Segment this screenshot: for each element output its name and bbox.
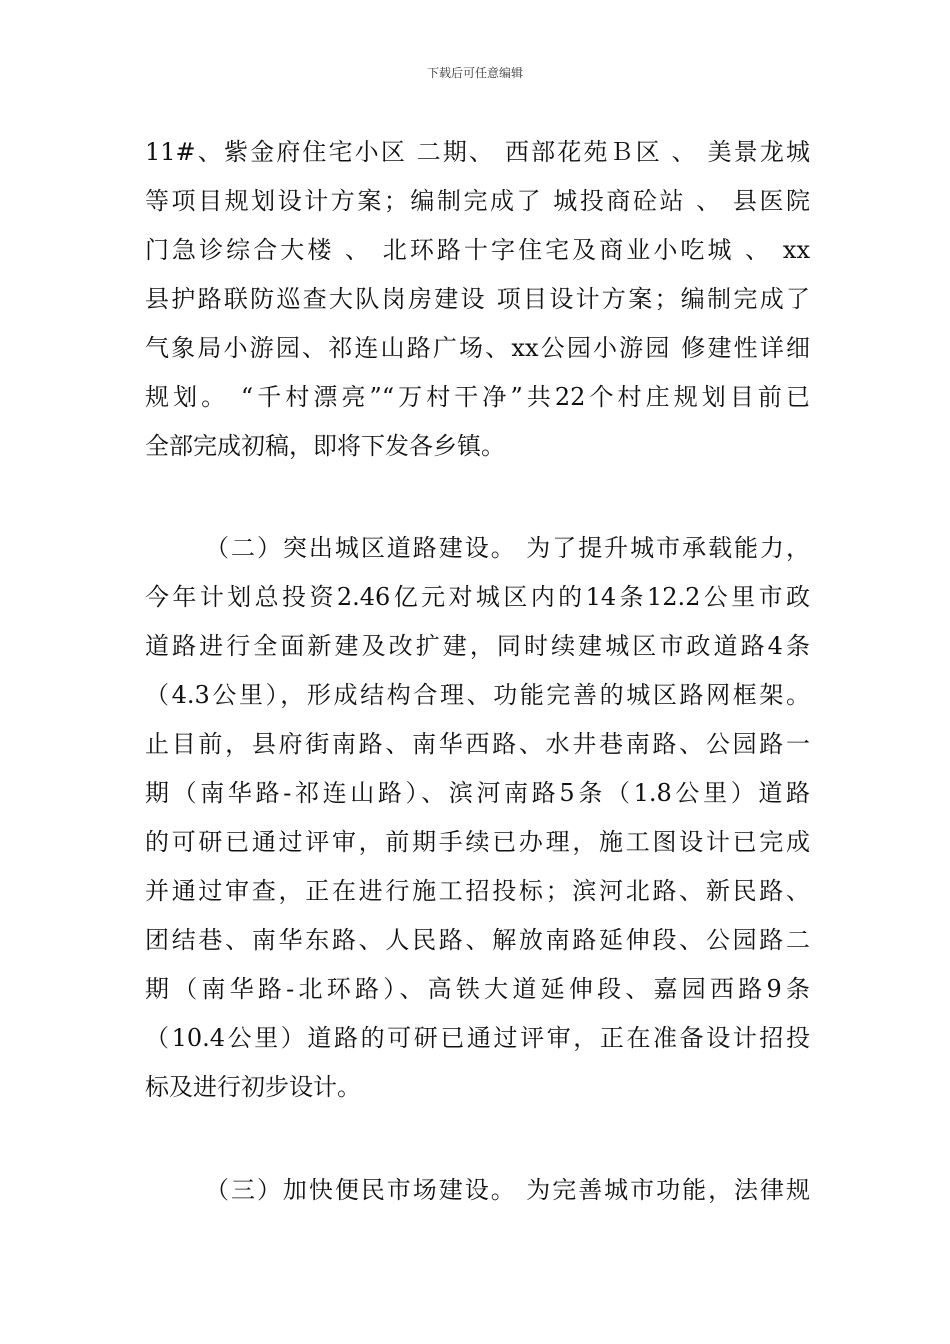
text-line: 门急诊综合大楼 、 北环路十字住宅及商业小吃城 、 xx — [145, 236, 810, 264]
text-line: （二）突出城区道路建设。 为了提升城市承载能力， — [205, 534, 810, 562]
text-line: 规划。 “千村漂亮”“万村干净”共22个村庄规划目前已 — [145, 383, 810, 411]
paragraph-2 — [145, 524, 810, 1112]
text-line: 县护路联防巡查大队岗房建设 项目设计方案；编制完成了 — [145, 285, 810, 313]
text-line: 的可研已通过评审，前期手续已办理，施工图设计已完成 — [145, 828, 810, 856]
text-line: 期（南华路-祁连山路）、滨河南路5条（1.8公里）道路 — [145, 779, 810, 807]
text-line: 气象局小游园、祁连山路广场、xx公园小游园 修建性详细 — [145, 334, 810, 362]
text-line: （4.3公里），形成结构合理、功能完善的城区路网框架。 — [145, 681, 810, 709]
text-line: 期（南华路-北环路）、高铁大道延伸段、嘉园西路9条 — [145, 975, 810, 1003]
text-line: 标及进行初步设计。 — [145, 1073, 361, 1101]
paragraph-1 — [145, 128, 810, 471]
text-line: 止目前，县府街南路、南华西路、水井巷南路、公园路一 — [145, 730, 810, 758]
text-line: 道路进行全面新建及改扩建，同时续建城区市政道路4条 — [145, 632, 810, 660]
text-line: 并通过审查，正在进行施工招投标；滨河北路、新民路、 — [145, 877, 810, 905]
text-line: （10.4公里）道路的可研已通过评审，正在准备设计招投 — [145, 1024, 810, 1052]
page-header: 下载后可任意编辑 — [426, 66, 523, 80]
text-line: 今年计划总投资2.46亿元对城区内的14条12.2公里市政 — [145, 583, 810, 611]
paragraph-3 — [145, 1166, 810, 1215]
text-line: 11#、紫金府住宅小区 二期、 西部花苑Ｂ区 、 美景龙城 — [145, 138, 810, 166]
text-line: 团结巷、南华东路、人民路、解放南路延伸段、公园路二 — [145, 926, 810, 954]
text-line: 全部完成初稿，即将下发各乡镇。 — [145, 432, 505, 460]
text-line: （三）加快便民市场建设。 为完善城市功能，法律规 — [205, 1176, 810, 1204]
text-line: 等项目规划设计方案；编制完成了 城投商砼站 、 县医院 — [145, 187, 810, 215]
